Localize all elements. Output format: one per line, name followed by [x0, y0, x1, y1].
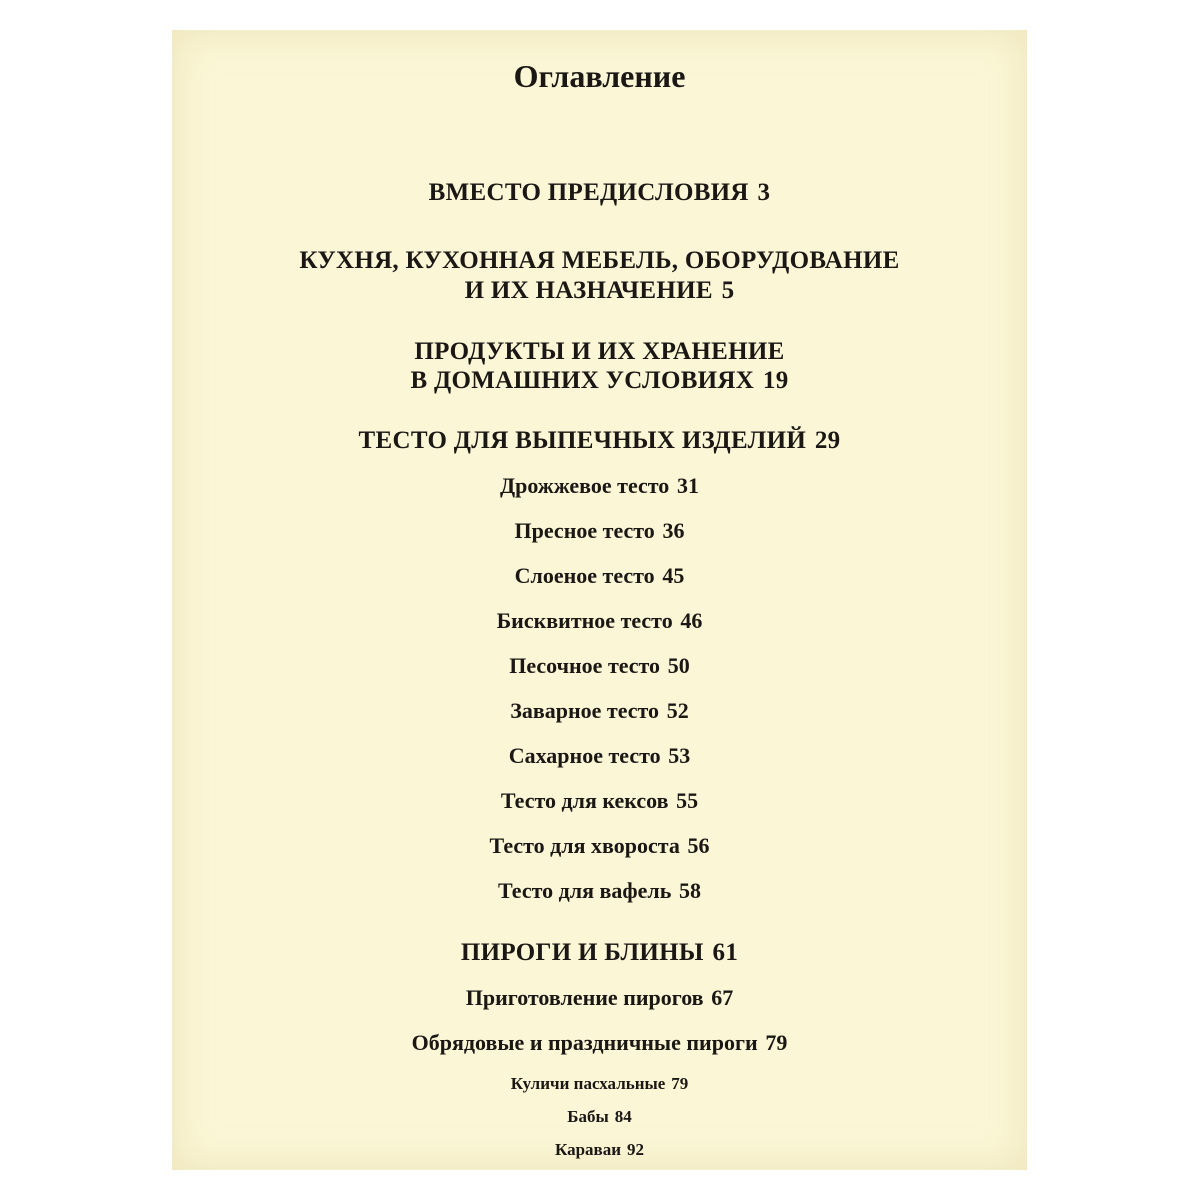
toc-entry-foreword [172, 180, 1027, 205]
toc-entry-title: Приготовление пирогов [465, 985, 704, 1010]
toc-entry-title: Бабы [567, 1107, 609, 1126]
toc-entry-yeast-dough [172, 475, 1027, 497]
toc-entry-page: 50 [667, 653, 690, 678]
toc-entry-page: 46 [680, 608, 703, 633]
book-page [172, 30, 1027, 1170]
toc-entry-page: 61 [712, 939, 739, 966]
toc-entry-page: 92 [626, 1140, 644, 1159]
toc-entry-title: Слоеное тесто [514, 563, 655, 588]
toc-entry-page: 3 [757, 179, 771, 206]
toc-entry-page: 36 [662, 518, 685, 543]
toc-entry-title: ВМЕСТО ПРЕДИСЛОВИЯ [428, 179, 749, 206]
toc-entry-page: 52 [666, 698, 689, 723]
toc-entry-dough [172, 428, 1027, 453]
toc-entry-puff-dough [172, 565, 1027, 587]
toc-entry-sponge-dough [172, 610, 1027, 632]
page-title: Оглавление [513, 58, 686, 94]
toc-entry-page: 58 [679, 878, 702, 903]
toc-entry-page: 45 [662, 563, 685, 588]
toc-entry-page: 67 [711, 985, 734, 1010]
toc-entry-making-pies [172, 987, 1027, 1009]
toc-entry-choux-dough [172, 700, 1027, 722]
toc-entry-products-line2 [172, 368, 1027, 393]
toc-entry-title: ТЕСТО ДЛЯ ВЫПЕЧНЫХ ИЗДЕЛИЙ [358, 427, 807, 454]
toc-entry-cake-dough [172, 790, 1027, 812]
toc-entry-title: КУХНЯ, КУХОННАЯ МЕБЕЛЬ, ОБОРУДОВАНИЕ [299, 247, 900, 274]
toc-entry-title: Заварное тесто [510, 698, 660, 723]
toc-entry-title: Бисквитное тесто [496, 608, 673, 633]
toc-entry-page: 53 [668, 743, 691, 768]
toc-entry-page: 5 [721, 277, 735, 304]
toc-entry-waffle-dough [172, 880, 1027, 902]
table-of-contents [172, 30, 1027, 1170]
toc-entry-title: В ДОМАШНИХ УСЛОВИЯХ [410, 367, 755, 394]
toc-entry-page: 19 [762, 367, 789, 394]
toc-entry-brushwood-dough [172, 835, 1027, 857]
toc-entry-title: Тесто для вафель [497, 878, 672, 903]
toc-entry-sugar-dough [172, 745, 1027, 767]
toc-entry-shortcrust-dough [172, 655, 1027, 677]
toc-entry-title: ПРОДУКТЫ И ИХ ХРАНЕНИЕ [414, 338, 785, 365]
toc-entry-pies-pancakes [172, 940, 1027, 965]
toc-entry-unleavened-dough [172, 520, 1027, 542]
toc-entry-babas [172, 1108, 1027, 1125]
toc-entry-page: 56 [687, 833, 710, 858]
toc-entry-easter-cakes [172, 1075, 1027, 1092]
toc-entry-title: Тесто для хвороста [489, 833, 680, 858]
toc-entry-kitchen-line1 [172, 248, 1027, 273]
toc-entry-title: Караваи [555, 1140, 622, 1159]
toc-entry-products-line1 [172, 339, 1027, 364]
toc-entry-title: Куличи пасхальные [510, 1074, 666, 1093]
toc-entry-title: Песочное тесто [509, 653, 661, 678]
toc-entry-title: Тесто для кексов [500, 788, 669, 813]
toc-entry-title: Дрожжевое тесто [499, 473, 670, 498]
toc-entry-title: Пресное тесто [514, 518, 655, 543]
toc-entry-ritual-pies [172, 1032, 1027, 1054]
toc-entry-kitchen-line2 [172, 278, 1027, 303]
toc-entry-page: 55 [676, 788, 699, 813]
toc-entry-page: 31 [677, 473, 699, 498]
toc-entry-title: Обрядовые и праздничные пироги [411, 1030, 758, 1055]
toc-entry-title: ПИРОГИ И БЛИНЫ [460, 939, 704, 966]
toc-entry-page: 79 [671, 1074, 689, 1093]
toc-entry-page: 79 [765, 1030, 788, 1055]
toc-entry-title: И ИХ НАЗНАЧЕНИЕ [464, 277, 713, 304]
toc-entry-karavai [172, 1141, 1027, 1158]
toc-entry-page: 84 [614, 1107, 632, 1126]
toc-entry-title: Сахарное тесто [508, 743, 661, 768]
toc-entry-page: 29 [814, 427, 841, 454]
